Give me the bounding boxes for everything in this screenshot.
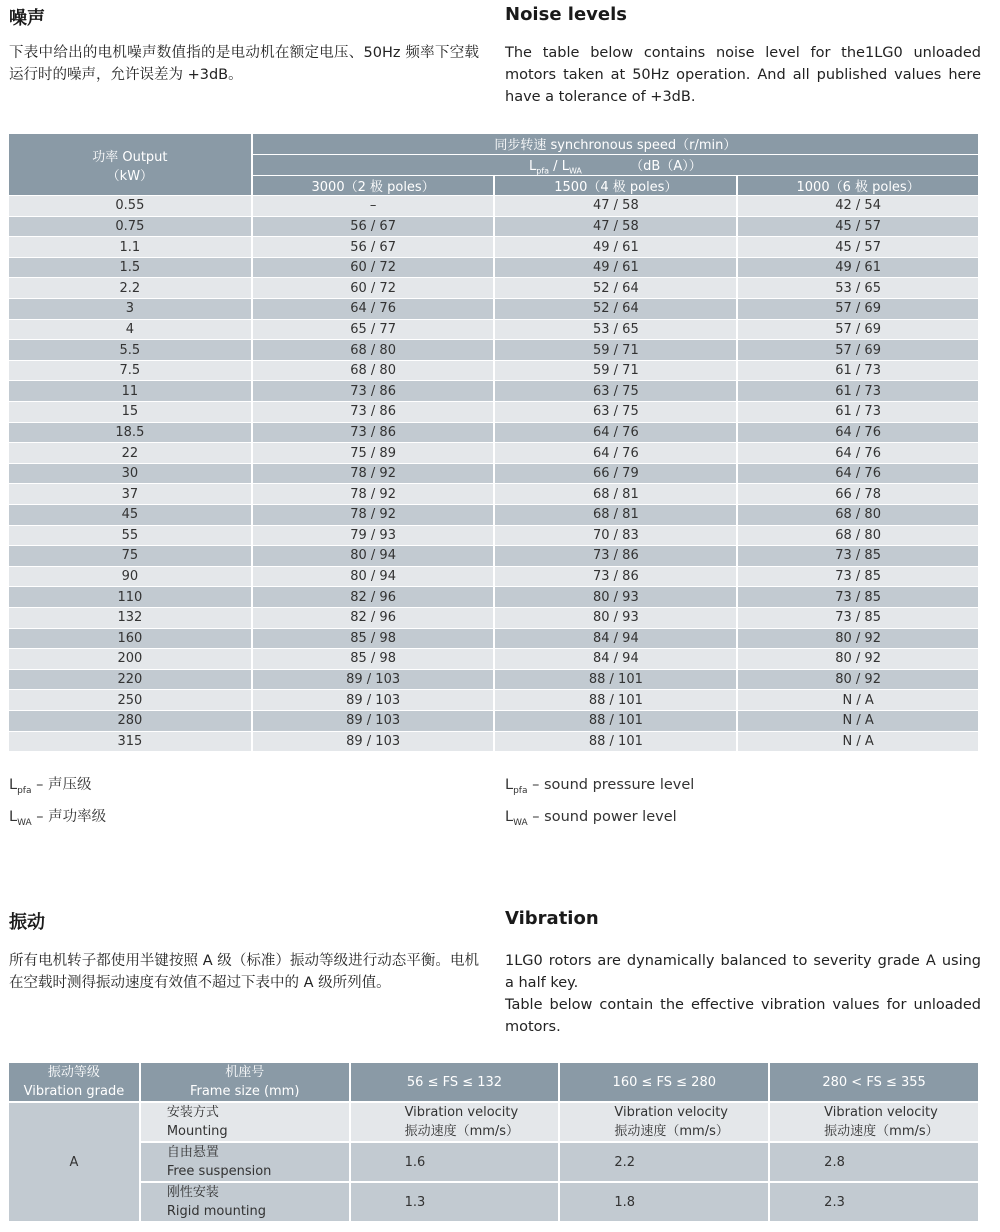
speed-1000-cell: 64 / 76 <box>737 422 979 443</box>
speed-1500-cell: 66 / 79 <box>494 463 737 484</box>
output-cell: 0.55 <box>9 196 252 217</box>
mounting-label: 安装方式 Mounting <box>140 1102 350 1142</box>
speed-1500-cell: 84 / 94 <box>494 628 737 649</box>
speed-3000-cell: 64 / 76 <box>252 299 495 320</box>
speed-1500-cell: 73 / 86 <box>494 546 737 567</box>
table-row <box>9 402 979 423</box>
output-cell: 90 <box>9 566 252 587</box>
lpfa-symbol: $L_{pfa}$ <box>528 158 550 176</box>
speed-1000-cell: N / A <box>737 690 979 711</box>
speed-1000-cell: 80 / 92 <box>737 649 979 670</box>
table-row <box>9 278 979 299</box>
speed-1000-cell: 64 / 76 <box>737 463 979 484</box>
speed-1000-cell: 49 / 61 <box>737 257 979 278</box>
vv-header-1: Vibration velocity 振动速度（mm/s） <box>350 1102 560 1142</box>
noise-title-en: Noise levels <box>505 4 627 25</box>
fs-160-280-header: 160 ≤ FS ≤ 280 <box>559 1063 769 1102</box>
speed-1500-cell: 63 / 75 <box>494 402 737 423</box>
speed-1500-cell: 59 / 71 <box>494 340 737 361</box>
col-1500-header: 1500（4 极 poles） <box>494 176 737 196</box>
table-row <box>9 340 979 361</box>
speed-1500-cell: 49 / 61 <box>494 257 737 278</box>
speed-1500-cell: 47 / 58 <box>494 196 737 217</box>
col-3000-header: 3000（2 极 poles） <box>252 176 495 196</box>
speed-1000-cell: 57 / 69 <box>737 299 979 320</box>
output-header <box>9 134 252 196</box>
vibration-table <box>9 1063 980 1223</box>
speed-3000-cell: 60 / 72 <box>252 257 495 278</box>
speed-1500-cell: 52 / 64 <box>494 278 737 299</box>
vibration-title-zh: 振动 <box>9 912 45 933</box>
speed-1000-cell: N / A <box>737 710 979 731</box>
table-row <box>9 422 979 443</box>
speed-1000-cell: 73 / 85 <box>737 587 979 608</box>
vibration-desc-zh: 所有电机转子都使用半键按照 A 级（标准）振动等级进行动态平衡。电机在空载时测得振动速度有效值不超过下表中的 A 级所列值。 <box>9 953 479 991</box>
output-cell: 2.2 <box>9 278 252 299</box>
speed-1500-cell: 52 / 64 <box>494 299 737 320</box>
level-header: $L_{pfa} / L_{WA}$ （dB（A）） <box>252 154 979 176</box>
speed-1000-cell: 45 / 57 <box>737 216 979 237</box>
speed-3000-cell: 82 / 96 <box>252 587 495 608</box>
noise-desc-en: The table below contains noise level for the1LG0 unloaded motors taken at 50Hz operation. And all published values here have a tolerance of +3dB. <box>505 45 981 105</box>
output-cell: 1.5 <box>9 257 252 278</box>
speed-1500-cell: 80 / 93 <box>494 587 737 608</box>
speed-1500-cell: 68 / 81 <box>494 484 737 505</box>
lwa-symbol: $L_{WA}$ <box>561 158 582 176</box>
speed-1000-cell: N / A <box>737 731 979 752</box>
table-row <box>9 237 979 258</box>
speed-1000-cell: 73 / 85 <box>737 546 979 567</box>
output-cell: 7.5 <box>9 360 252 381</box>
speed-3000-cell: 89 / 103 <box>252 669 495 690</box>
output-cell: 132 <box>9 607 252 628</box>
table-row <box>9 216 979 237</box>
speed-3000-cell: 80 / 94 <box>252 546 495 567</box>
speed-1500-cell: 63 / 75 <box>494 381 737 402</box>
table-row <box>9 731 979 752</box>
speed-1000-cell: 66 / 78 <box>737 484 979 505</box>
speed-3000-cell: 68 / 80 <box>252 340 495 361</box>
free-val-2: 2.2 <box>559 1142 769 1182</box>
speed-3000-cell: 65 / 77 <box>252 319 495 340</box>
speed-3000-cell: 89 / 103 <box>252 731 495 752</box>
table-row <box>9 196 979 217</box>
col-1000-header: 1000（6 极 poles） <box>737 176 979 196</box>
output-cell: 220 <box>9 669 252 690</box>
speed-3000-cell: 56 / 67 <box>252 237 495 258</box>
table-row <box>9 607 979 628</box>
speed-1000-cell: 68 / 80 <box>737 505 979 526</box>
unit-label: （dB（A）） <box>630 158 702 174</box>
rigid-val-2: 1.8 <box>559 1182 769 1222</box>
noise-table-body <box>9 196 979 752</box>
speed-3000-cell: 56 / 67 <box>252 216 495 237</box>
vibration-desc-en-1: 1LG0 rotors are dynamically balanced to severity grade A using a half key. <box>505 953 981 991</box>
output-cell: 37 <box>9 484 252 505</box>
noise-desc-zh: 下表中给出的电机噪声数值指的是电动机在额定电压、50Hz 频率下空载运行时的噪声，允许误差为 +3dB。 <box>9 45 479 83</box>
speed-1000-cell: 61 / 73 <box>737 402 979 423</box>
speed-3000-cell: 78 / 92 <box>252 463 495 484</box>
speed-1000-cell: 61 / 73 <box>737 360 979 381</box>
table-row <box>9 381 979 402</box>
rigid-val-3: 2.3 <box>769 1182 979 1222</box>
table-row <box>9 505 979 526</box>
rigid-val-1: 1.3 <box>350 1182 560 1222</box>
speed-1500-cell: 84 / 94 <box>494 649 737 670</box>
output-cell: 45 <box>9 505 252 526</box>
output-cell: 11 <box>9 381 252 402</box>
speed-3000-cell: 78 / 92 <box>252 505 495 526</box>
speed-1000-cell: 53 / 65 <box>737 278 979 299</box>
speed-1000-cell: 68 / 80 <box>737 525 979 546</box>
output-cell: 75 <box>9 546 252 567</box>
vibration-title-en: Vibration <box>505 908 599 929</box>
speed-3000-cell: 89 / 103 <box>252 690 495 711</box>
output-cell: 280 <box>9 710 252 731</box>
grade-a-cell: A <box>9 1102 140 1222</box>
free-val-1: 1.6 <box>350 1142 560 1182</box>
output-cell: 110 <box>9 587 252 608</box>
speed-3000-cell: 73 / 86 <box>252 422 495 443</box>
speed-1000-cell: 64 / 76 <box>737 443 979 464</box>
output-cell: 250 <box>9 690 252 711</box>
table-row <box>9 546 979 567</box>
legend-en <box>505 772 694 836</box>
speed-1000-cell: 80 / 92 <box>737 669 979 690</box>
output-cell: 1.1 <box>9 237 252 258</box>
speed-1500-cell: 88 / 101 <box>494 690 737 711</box>
speed-3000-cell: 80 / 94 <box>252 566 495 587</box>
legend-lwa-en: $L_{WA}$ – sound power level <box>505 808 677 828</box>
fs-56-132-header: 56 ≤ FS ≤ 132 <box>350 1063 560 1102</box>
speed-1500-cell: 59 / 71 <box>494 360 737 381</box>
speed-3000-cell: 60 / 72 <box>252 278 495 299</box>
output-cell: 15 <box>9 402 252 423</box>
output-cell: 315 <box>9 731 252 752</box>
speed-1500-cell: 68 / 81 <box>494 505 737 526</box>
speed-3000-cell: 73 / 86 <box>252 402 495 423</box>
speed-1000-cell: 42 / 54 <box>737 196 979 217</box>
output-cell: 30 <box>9 463 252 484</box>
table-row <box>9 669 979 690</box>
table-row <box>9 710 979 731</box>
speed-1000-cell: 57 / 69 <box>737 340 979 361</box>
speed-1500-cell: 70 / 83 <box>494 525 737 546</box>
vv-header-2: Vibration velocity 振动速度（mm/s） <box>559 1102 769 1142</box>
speed-3000-cell: 85 / 98 <box>252 628 495 649</box>
grade-header: 振动等级 Vibration grade <box>9 1063 140 1102</box>
output-cell: 3 <box>9 299 252 320</box>
legend-lpfa-zh: $L_{pfa}$ – 声压级 <box>9 777 92 796</box>
table-row <box>9 443 979 464</box>
noise-table <box>9 134 980 752</box>
table-row <box>9 525 979 546</box>
speed-3000-cell: 78 / 92 <box>252 484 495 505</box>
speed-1500-cell: 88 / 101 <box>494 710 737 731</box>
speed-3000-cell: 82 / 96 <box>252 607 495 628</box>
output-cell: 4 <box>9 319 252 340</box>
speed-1500-cell: 64 / 76 <box>494 443 737 464</box>
vibration-desc-en-2: Table below contain the effective vibration values for unloaded motors. <box>505 997 981 1035</box>
speed-1000-cell: 45 / 57 <box>737 237 979 258</box>
output-cell: 0.75 <box>9 216 252 237</box>
speed-1500-cell: 64 / 76 <box>494 422 737 443</box>
table-row <box>9 690 979 711</box>
table-row <box>9 566 979 587</box>
speed-1000-cell: 80 / 92 <box>737 628 979 649</box>
speed-3000-cell: 89 / 103 <box>252 710 495 731</box>
speed-1500-cell: 49 / 61 <box>494 237 737 258</box>
speed-3000-cell: 85 / 98 <box>252 649 495 670</box>
fs-280-355-header: 280 < FS ≤ 355 <box>769 1063 979 1102</box>
speed-1500-cell: 53 / 65 <box>494 319 737 340</box>
table-row <box>9 628 979 649</box>
output-header-unit: （kW） <box>106 168 154 184</box>
free-suspension-label: 自由悬置 Free suspension <box>140 1142 350 1182</box>
table-row <box>9 299 979 320</box>
table-row <box>9 360 979 381</box>
legend-lwa-zh: $L_{WA}$ – 声功率级 <box>9 808 107 828</box>
legend-zh <box>9 772 106 836</box>
speed-1500-cell: 73 / 86 <box>494 566 737 587</box>
speed-1500-cell: 88 / 101 <box>494 669 737 690</box>
speed-header: 同步转速 synchronous speed（r/min） <box>252 134 979 154</box>
rigid-mounting-label: 刚性安装 Rigid mounting <box>140 1182 350 1222</box>
speed-1000-cell: 61 / 73 <box>737 381 979 402</box>
table-row <box>9 649 979 670</box>
speed-3000-cell: 68 / 80 <box>252 360 495 381</box>
output-cell: 160 <box>9 628 252 649</box>
speed-1000-cell: 73 / 85 <box>737 566 979 587</box>
table-row <box>9 484 979 505</box>
output-cell: 55 <box>9 525 252 546</box>
free-val-3: 2.8 <box>769 1142 979 1182</box>
output-cell: 200 <box>9 649 252 670</box>
legend-lpfa-en: $L_{pfa}$ – sound pressure level <box>505 777 695 796</box>
output-cell: 18.5 <box>9 422 252 443</box>
frame-header: 机座号 Frame size (mm) <box>140 1063 350 1102</box>
speed-3000-cell: – <box>252 196 495 217</box>
table-row <box>9 463 979 484</box>
speed-3000-cell: 73 / 86 <box>252 381 495 402</box>
output-cell: 22 <box>9 443 252 464</box>
table-row <box>9 319 979 340</box>
vibration-desc-en <box>505 950 981 1038</box>
speed-1000-cell: 57 / 69 <box>737 319 979 340</box>
speed-1500-cell: 88 / 101 <box>494 731 737 752</box>
output-header-label: 功率 Output <box>92 149 168 165</box>
table-row <box>9 587 979 608</box>
output-cell: 5.5 <box>9 340 252 361</box>
speed-1500-cell: 80 / 93 <box>494 607 737 628</box>
table-row <box>9 257 979 278</box>
speed-1000-cell: 73 / 85 <box>737 607 979 628</box>
speed-1500-cell: 47 / 58 <box>494 216 737 237</box>
speed-3000-cell: 75 / 89 <box>252 443 495 464</box>
speed-3000-cell: 79 / 93 <box>252 525 495 546</box>
noise-title-zh: 噪声 <box>9 8 45 29</box>
vv-header-3: Vibration velocity 振动速度（mm/s） <box>769 1102 979 1142</box>
